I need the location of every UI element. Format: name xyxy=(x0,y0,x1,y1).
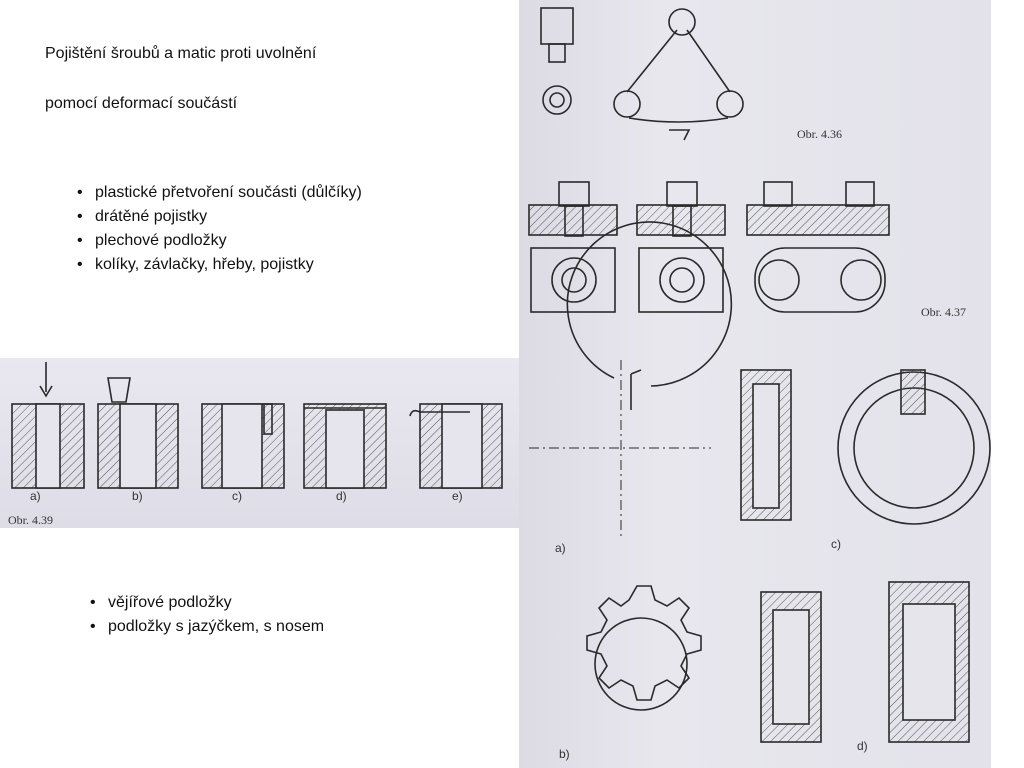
figure-sublabel: e) xyxy=(452,489,463,503)
list-item: • kolíky, závlačky, hřeby, pojistky xyxy=(73,253,362,277)
figure-sublabel: b) xyxy=(559,747,570,761)
figure-sublabel: d) xyxy=(336,489,347,503)
bullet-list-top xyxy=(73,181,362,277)
locking-methods-drawing xyxy=(519,0,991,768)
figure-label: Obr. 4.39 xyxy=(8,513,53,527)
page-subtitle: pomocí deformací součástí xyxy=(45,95,238,112)
figure-sublabel: a) xyxy=(555,541,566,555)
bullet-list-bottom xyxy=(86,591,324,639)
figure-label: Obr. 4.37 xyxy=(921,305,966,319)
figure-sublabel: c) xyxy=(831,537,841,551)
list-item: • podložky s jazýčkem, s nosem xyxy=(86,615,324,639)
figure-sublabel: b) xyxy=(132,489,143,503)
technical-drawing-scan-right xyxy=(519,0,991,768)
list-item: • plechové podložky xyxy=(73,229,362,253)
figure-label: Obr. 4.36 xyxy=(797,127,842,141)
page-title: Pojištění šroubů a matic proti uvolnění xyxy=(45,45,317,62)
list-item: • drátěné pojistky xyxy=(73,205,362,229)
deformation-locking-drawing xyxy=(0,358,519,528)
figure-sublabel: c) xyxy=(232,489,242,503)
list-item: • plastické přetvoření součásti (důlčíky) xyxy=(73,181,362,205)
technical-drawing-scan-left xyxy=(0,358,519,528)
figure-sublabel: a) xyxy=(30,489,41,503)
list-item: • vějířové podložky xyxy=(86,591,324,615)
figure-sublabel: d) xyxy=(857,739,868,753)
